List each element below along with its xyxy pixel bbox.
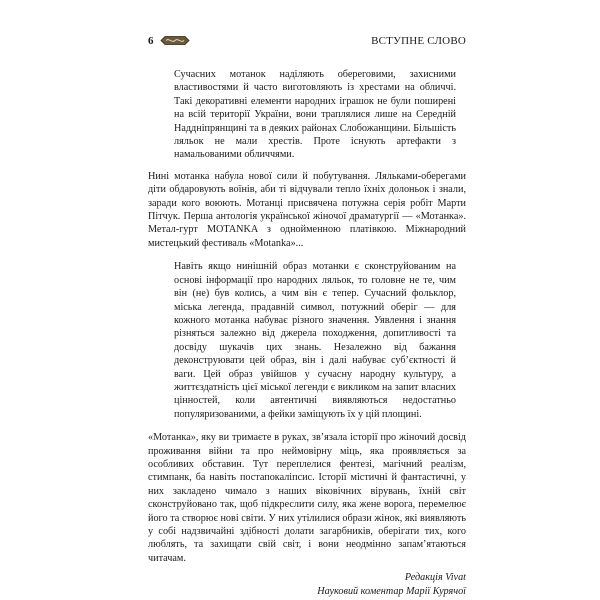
- signature-commentary: Науковий коментар Марії Курячої: [317, 585, 466, 597]
- page-number: 6: [148, 35, 154, 47]
- paragraph-4: «Мотанка», яку ви тримаєте в руках, зв’язала історії про жіночий досвід проживання війни та про неймовірну міць, яка проявляється за особливих обставин. Тут переплелися фентезі, магічний реалізм, стимпанк, ба навіть постапокаліпсис. Історії містичні й фантастичні, у них закладено чимало з наших віковічних вірувань, їхній світ сконструйовано так, щоб підкреслити силу, яка жене ворога, перемелює його та створює нові світи. У них утілилися образи жінок, які виявляють у собі надзвичайні здібності долати загарбників, оберігати тих, кого люблять, та захищати свій світ, і вони неодмінно запам’ятаються читачам.: [148, 432, 466, 564]
- paragraph-indented-3: Навіть якщо нинішній образ мотанки є сконструйованим на основі інформації про народних ляльок, то головне не те, чим він (не) був колись, а чим він є тепер. Сучасний фольклор, міська легенда, прадавній символ, потужний оберіг — для кожного мотанка набуває різного значення. Уявлення і знання різняться залежно від джерела походження, допитливості та досвіду шукачів цих знань. Незалежно від бажання деконструювати цей образ, він і далі набуває суб’єктності й ваги. Цей образ увійшов у сучасну народну культуру, а життєздатність цієї міської легенди є викликом на запит власних цінностей, коли автентичні виявляються недостатньо популяризованими, а фейки заміщують їх у цій площині.: [174, 261, 456, 420]
- main-text: [148, 68, 466, 598]
- signature-editor: Редакція Vivat: [404, 572, 466, 584]
- page-header: [148, 34, 466, 50]
- ornament-icon: [160, 35, 190, 46]
- running-title: ВСТУПНЕ СЛОВО: [371, 35, 466, 47]
- paragraph-2: Нині мотанка набула нової сили й побутування. Ляльками-оберегами діти обдаровують воїнів, аби ті відчували тепло їхніх долоньок і знали, заради кого воюють. Мотанці присвячена потужна серія робіт Марти Пітчук. Перша антологія української жіночої драматургії — «Мотанка». Метал-гурт MOTANKA з однойменною платівкою. Міжнародний мистецький фестиваль «Motanka»...: [148, 170, 466, 249]
- paragraph-indented-1: Сучасних мотанок наділяють обереговими, захисними властивостями й часто виготовляють із хрестами на обличчі. Такі декоративні елементи народних іграшок не були поширені на всій території України, вони траплялися лише на Середній Наддніпрянщині та в деяких районах Слобожанщини. Більшість ляльок не мали хрестів. Проте існують артефакти з намальованими обличчями.: [174, 69, 456, 161]
- signature-block: [148, 571, 466, 598]
